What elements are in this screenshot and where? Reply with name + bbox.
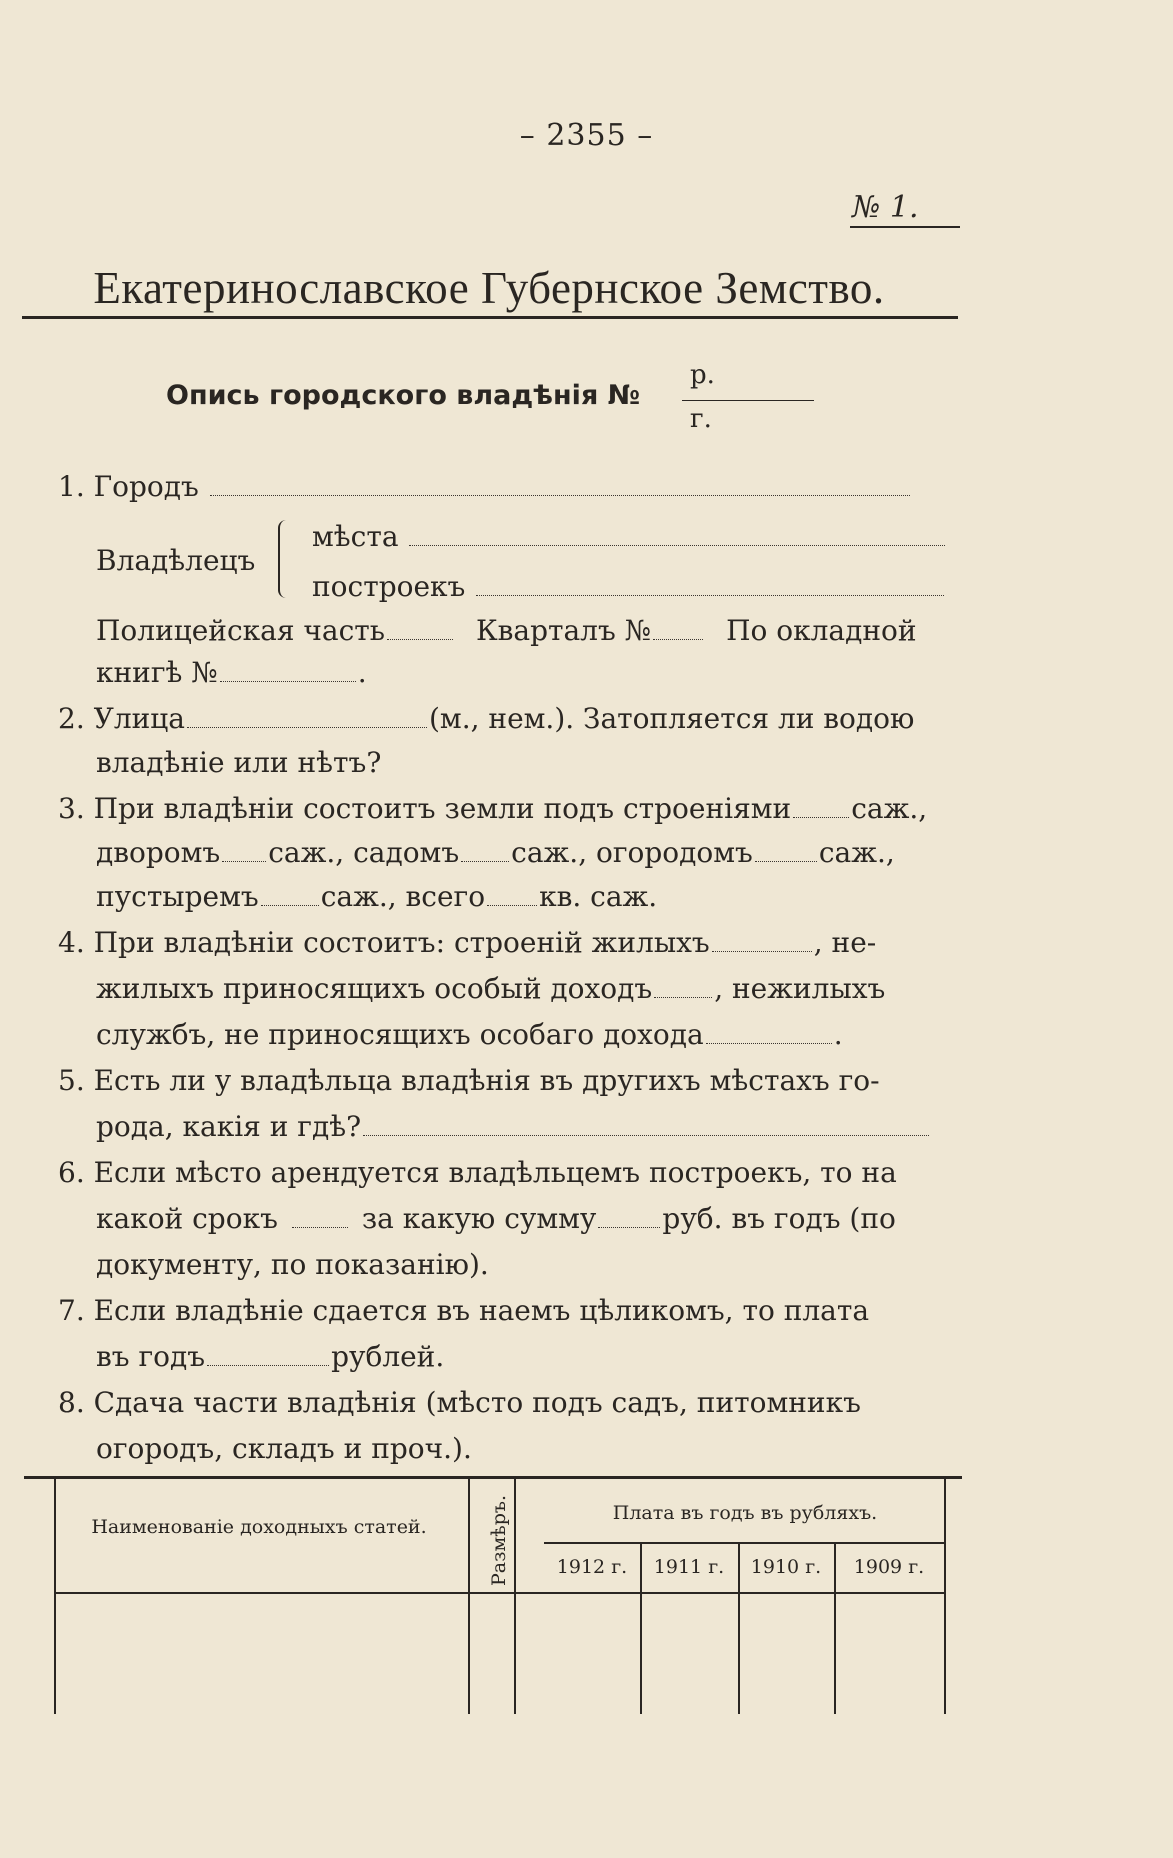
total-label: саж., всего [320, 880, 486, 913]
unit-label: саж., [851, 792, 928, 825]
fraction-bar [682, 400, 814, 401]
item-3-line-3 [96, 880, 657, 913]
fill-line [654, 997, 712, 998]
fill-line [210, 495, 910, 496]
item-5-line-2 [96, 1110, 931, 1143]
item-7-line-1: 7. Если владѣніе сдается въ наемъ цѣликомъ, то плата [58, 1294, 870, 1327]
col-name-header: Наименованіе доходныхъ статей. [91, 1516, 427, 1538]
fill-line [292, 1227, 348, 1228]
table-border [514, 1478, 516, 1714]
fill-line [598, 1227, 660, 1228]
item-8-line-2: огородъ, складъ и проч.). [96, 1432, 472, 1465]
fill-line [363, 1135, 929, 1136]
unit-label: саж., [818, 836, 895, 869]
rubles-label: рублей. [331, 1340, 445, 1373]
fraction-bottom: г. [690, 404, 712, 434]
item-3-line-2 [96, 836, 895, 869]
document-title: Екатеринославское Губернское Земство. [93, 263, 885, 313]
item-1-city [58, 470, 912, 503]
quarter-label: Кварталъ № [475, 614, 652, 647]
wasteland-label: пустыремъ [96, 880, 259, 913]
col-pay-header: Плата въ годъ въ рубляхъ. [612, 1502, 878, 1524]
item-5-line-1: 5. Есть ли у владѣльца владѣнія въ другихъ мѣстахъ го- [58, 1064, 880, 1097]
sq-unit-label: кв. саж. [539, 880, 658, 913]
year-col-1909: 1909 г. [853, 1556, 925, 1578]
income-buildings-label: жилыхъ приносящихъ особый доходъ [96, 972, 653, 1005]
per-year-label: въ годъ [96, 1340, 206, 1373]
form-number-underline [850, 226, 960, 228]
vegetable-garden-label: саж., огородомъ [511, 836, 753, 869]
fill-line [222, 861, 266, 862]
garden-label: саж., садомъ [268, 836, 460, 869]
item-3-label: 3. При владѣніи состоитъ земли подъ строеніями [58, 792, 792, 825]
table-border [468, 1478, 470, 1714]
fill-line [409, 545, 945, 546]
col-size-header: Размѣръ. [488, 1494, 510, 1586]
item-6-line-1: 6. Если мѣсто арендуется владѣльцемъ построекъ, то на [58, 1156, 897, 1189]
item-2-label: 2. Улица [58, 702, 185, 735]
form-number: № 1. [852, 190, 919, 225]
owner-place [312, 520, 947, 553]
period: . [833, 1018, 843, 1051]
fill-line [755, 861, 817, 862]
item-4-line-3 [96, 1018, 843, 1051]
item-4-cont: , не- [813, 926, 877, 959]
income-table [24, 1476, 962, 1716]
item-2-line-1 [58, 702, 914, 735]
table-top-rule [24, 1476, 962, 1479]
fill-line [461, 861, 509, 862]
fill-line [187, 727, 427, 728]
police-part-label: Полицейская часть [96, 614, 386, 647]
item-4-line-1 [58, 926, 876, 959]
fraction-top: р. [690, 360, 715, 390]
page-number: – 2355 – [519, 118, 654, 153]
owner-label: Владѣлецъ [96, 544, 256, 577]
title-rule [22, 316, 958, 319]
sum-label: за какую сумму [361, 1202, 597, 1235]
item-4-label: 4. При владѣніи состоитъ: строеній жилыхъ [58, 926, 710, 959]
fill-line [261, 905, 319, 906]
year-col-1912: 1912 г. [556, 1556, 628, 1578]
item-6-line-3: документу, по показанію). [96, 1248, 489, 1281]
fill-line [387, 639, 453, 640]
year-col-1910: 1910 г. [750, 1556, 822, 1578]
item-8-line-1: 8. Сдача части владѣнія (мѣсто подъ садъ, питомникъ [58, 1386, 861, 1419]
police-line [96, 614, 917, 647]
fill-line [793, 817, 849, 818]
item-2-line-2: владѣніе или нѣтъ? [96, 746, 382, 779]
non-residential-label: , нежилыхъ [714, 972, 886, 1005]
fill-line [706, 1043, 832, 1044]
police-line-2: книгѣ № . [96, 656, 367, 689]
table-border [54, 1478, 56, 1714]
item-7-line-2 [96, 1340, 444, 1373]
item-5-text: рода, какія и гдѣ? [96, 1110, 362, 1143]
fill-line [653, 639, 703, 640]
term-label: какой срокъ [96, 1202, 278, 1235]
number-fraction [690, 360, 820, 440]
fill-line [712, 951, 812, 952]
fill-line [207, 1365, 329, 1366]
document-subtitle: Опись городского владѣнія № [166, 380, 641, 411]
table-border [544, 1542, 946, 1544]
item-1-label: 1. Городъ [58, 470, 199, 503]
item-2-text: (м., нем.). Затопляется ли водою [429, 702, 915, 735]
owner-brace [278, 520, 294, 598]
services-label: службъ, не приносящихъ особаго дохода [96, 1018, 704, 1051]
yard-label: дворомъ [96, 836, 221, 869]
rub-label: руб. въ годъ (по [662, 1202, 896, 1235]
item-6-line-2 [96, 1202, 896, 1235]
owner-buildings [312, 570, 946, 603]
owner-buildings-label: построекъ [312, 570, 466, 603]
tax-book-label: По окладной [726, 614, 917, 647]
fill-line [220, 681, 356, 682]
fill-line [476, 595, 944, 596]
table-border [54, 1592, 946, 1594]
year-col-1911: 1911 г. [653, 1556, 725, 1578]
item-4-line-2 [96, 972, 885, 1005]
owner-place-label: мѣста [312, 520, 399, 553]
book-number-label: книгѣ № [96, 656, 218, 689]
item-3-line-1 [58, 792, 927, 825]
fill-line [487, 905, 537, 906]
